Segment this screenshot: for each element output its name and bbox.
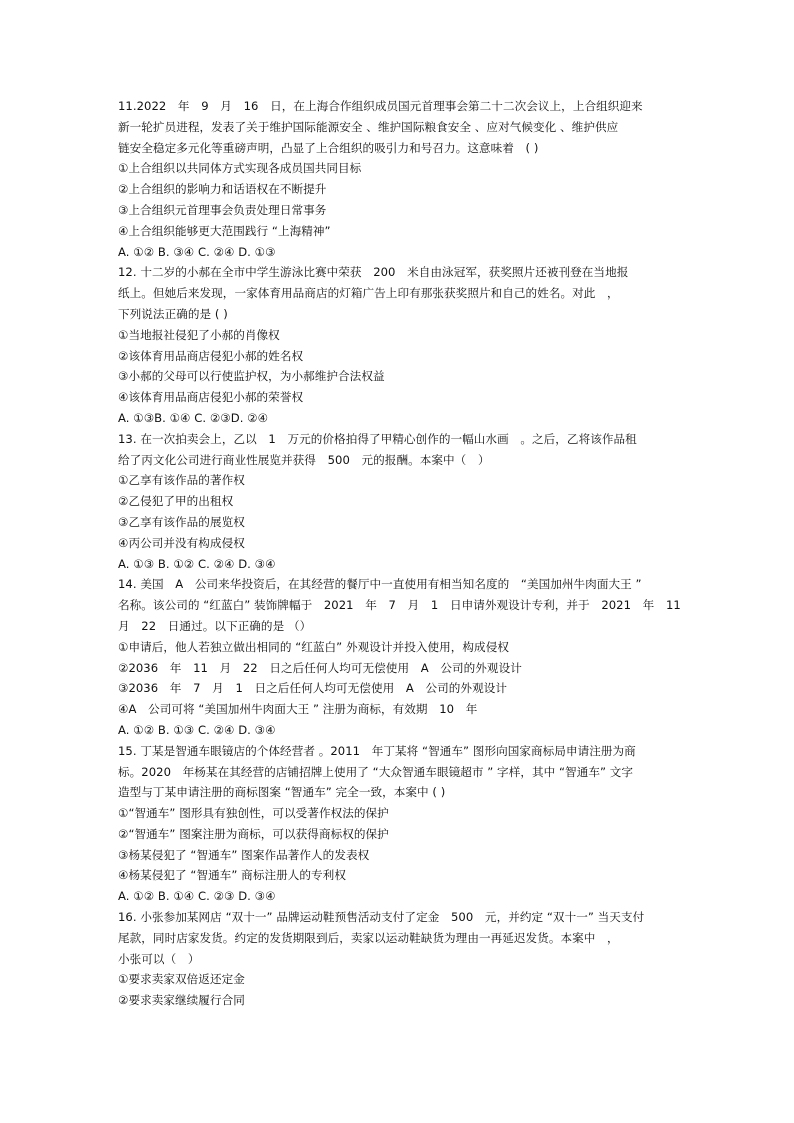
q11-option-3: ③上合组织元首理事会负责处理日常事务 [118, 202, 327, 217]
q14-stem-line-1: 14. 美国 A 公司来华投资后，在其经营的餐厅中一直使用有相当知名度的 “美国加州牛肉面大王 ” [118, 577, 642, 592]
question-11 [118, 96, 688, 262]
q12-stem-line-1: 12. 十二岁的小郝在全市中学生游泳比赛中荣获 200 米自由泳冠军，获奖照片还被刊登在当地报 [118, 265, 629, 280]
q11-answer-choices: A. ①② B. ③④ C. ②④ D. ①③ [118, 244, 276, 259]
q13-option-2: ②乙侵犯了甲的出租权 [118, 494, 234, 509]
q14-option-4: ④A 公司可将 “美国加州牛肉面大王 ” 注册为商标，有效期 10 年 [118, 702, 478, 717]
q16-option-1: ①要求卖家双倍返还定金 [118, 972, 245, 987]
question-16 [118, 907, 688, 1011]
q14-stem-line-3: 月 22 日通过。以下正确的是 （） [118, 618, 312, 633]
question-13 [118, 429, 688, 575]
q14-stem-line-2: 名称。该公司的 “红蓝白” 装饰牌幅于 2021 年 7 月 1 日申请外观设计专利，并于 2021 年 11 [118, 598, 681, 613]
q13-stem-line-2: 给了丙文化公司进行商业性展览并获得 500 元的报酬。本案中（ ） [118, 452, 490, 467]
question-12 [118, 262, 688, 428]
q15-option-4: ④杨某侵犯了 “智通车” 商标注册人的专利权 [118, 868, 346, 883]
q11-option-4: ④上合组织能够更大范围践行 “上海精神” [118, 223, 331, 238]
q16-stem-line-2: 尾款，同时店家发货。约定的发货期限到后，卖家以运动鞋缺货为理由一再延迟发货。本案中 ， [118, 930, 619, 945]
q14-option-2: ②2036 年 11 月 22 日之后任何人均可无偿使用 A 公司的外观设计 [118, 660, 522, 675]
q15-option-1: ①“智通车” 图形具有独创性，可以受著作权法的保护 [118, 806, 389, 821]
q15-option-2: ②“智通车” 图案注册为商标，可以获得商标权的保护 [118, 826, 389, 841]
q15-stem-line-1: 15. 丁某是智通车眼镜店的个体经营者 。2011 年丁某将 “智通车” 图形向国家商标局申请注册为商 [118, 743, 636, 758]
q12-stem-line-3: 下列说法正确的是 ( ) [118, 306, 228, 321]
q13-option-3: ③乙享有该作品的展览权 [118, 514, 245, 529]
q13-stem-line-1: 13. 在一次拍卖会上，乙以 1 万元的价格拍得了甲精心创作的一幅山水画 。之后，乙将该作品租 [118, 431, 637, 446]
q11-stem-line-3: 链安全稳定多元化等重磅声明，凸显了上合组织的吸引力和号召力。这意味着 ( ) [118, 140, 539, 155]
q13-answer-choices: A. ①③ B. ①② C. ②④ D. ③④ [118, 556, 276, 571]
q11-stem-line-2: 新一轮扩员进程，发表了关于维护国际能源安全 、维护国际粮食安全 、应对气候变化 、维护供应 [118, 119, 619, 134]
q16-stem-line-3: 小张可以（ ） [118, 951, 200, 966]
q12-option-2: ②该体育用品商店侵犯小郝的姓名权 [118, 348, 304, 363]
q12-option-4: ④该体育用品商店侵犯小郝的荣誉权 [118, 390, 304, 405]
q14-option-1: ①申请后，他人若独立做出相同的 “红蓝白” 外观设计并投入使用，构成侵权 [118, 639, 509, 654]
q12-option-3: ③小郝的父母可以行使监护权，为小郝维护合法权益 [118, 369, 385, 384]
exam-page [118, 96, 688, 1011]
q11-option-2: ②上合组织的影响力和话语权在不断提升 [118, 182, 327, 197]
q12-answer-choices: A. ①③B. ①④ C. ②③D. ②④ [118, 410, 269, 425]
q15-stem-line-2: 标。2020 年杨某在其经营的店铺招牌上使用了 “大众智通车眼镜超市 ” 字样，其中 “智通车” 文字 [118, 764, 634, 779]
q15-stem-line-3: 造型与丁某申请注册的商标图案 “智通车” 完全一致，本案中 ( ) [118, 785, 446, 800]
question-15 [118, 741, 688, 907]
q11-option-1: ①上合组织以共同体方式实现各成员国共同目标 [118, 161, 362, 176]
q13-option-4: ④丙公司并没有构成侵权 [118, 535, 245, 550]
question-14 [118, 574, 688, 740]
q16-option-2: ②要求卖家继续履行合同 [118, 993, 245, 1008]
q15-answer-choices: A. ①② B. ①④ C. ②③ D. ③④ [118, 889, 276, 904]
q11-stem-line-1: 11.2022 年 9 月 16 日，在上海合作组织成员国元首理事会第二十二次会议上，上合组织迎来 [118, 99, 643, 113]
q14-answer-choices: A. ①② B. ①③ C. ②④ D. ③④ [118, 722, 276, 737]
q13-option-1: ①乙享有该作品的著作权 [118, 473, 245, 488]
q12-option-1: ①当地报社侵犯了小郝的肖像权 [118, 327, 280, 342]
q16-stem-line-1: 16. 小张参加某网店 “双十一” 品牌运动鞋预售活动支付了定金 500 元，并约定 “双十一” 当天支付 [118, 910, 645, 925]
q15-option-3: ③杨某侵犯了 “智通车” 图案作品著作人的发表权 [118, 847, 370, 862]
q14-option-3: ③2036 年 7 月 1 日之后任何人均可无偿使用 A 公司的外观设计 [118, 681, 508, 696]
q12-stem-line-2: 纸上。但她后来发现，一家体育用品商店的灯箱广告上印有那张获奖照片和自己的姓名。对此 ， [118, 286, 619, 301]
